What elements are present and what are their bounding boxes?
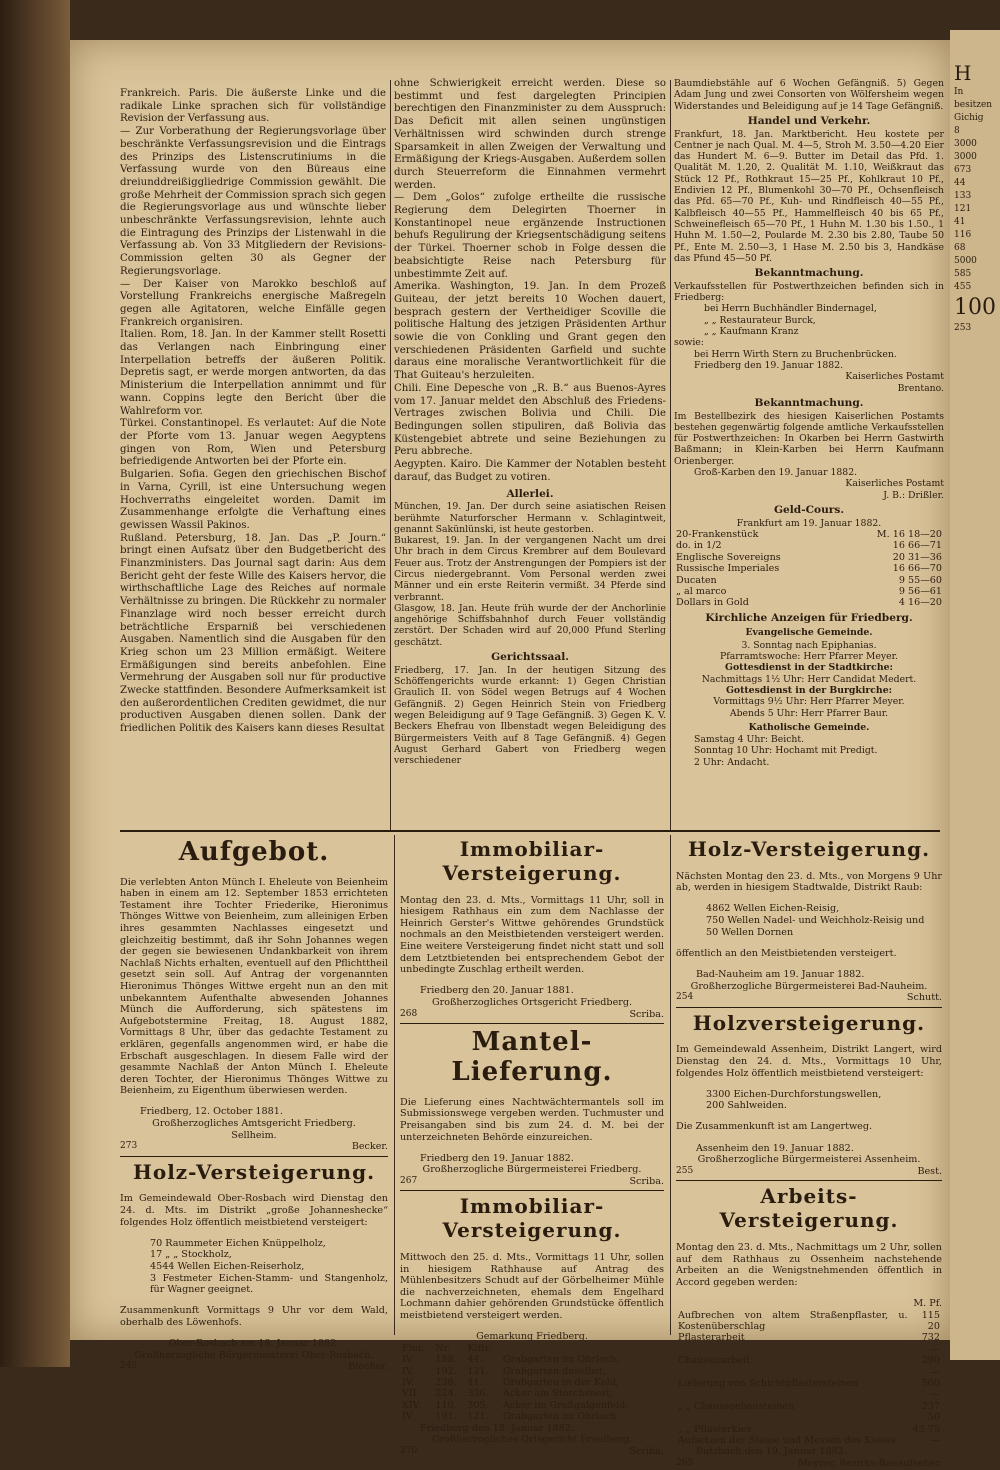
table-row (400, 1354, 664, 1365)
edge-fragment: 41 (954, 217, 966, 227)
ad-title: Arbeits-Versteigerung. (719, 1184, 899, 1233)
ad-text: Die Zusammenkunft ist am Langertweg. (676, 1121, 873, 1133)
ad-signature: Best. (917, 1165, 942, 1177)
notice-2: Im Bestellbezirk des hiesigen Kaiserlichen Postamts bestehen gegenwärtig folgende amtliche Verkaufsstellen für Postwerthzeichen: In Okarben bei Herrn Gastwirth Baßmann; in Klein-Karben bei Herrn Kaufmann Orienberger. (674, 410, 944, 467)
cell: 121. (467, 1365, 489, 1377)
news-item: Bukarest, 19. Jan. In der vergangenen Nacht um drei Uhr brach in dem Circus Krembrer auf dem Boulevard Feuer aus. Trotz der Anstrengungen der Pompiers ist der Circus niedergebrannt. Vom Personal werden zwei Männer und ein erste Reiterin vermißt. 34 Pferde sind verbrannt. (394, 535, 666, 603)
ad-title: Immobiliar-Versteigerung. (442, 1194, 622, 1243)
currency-name: Dollars in Gold (676, 597, 749, 609)
notice-signature: Brentano. (897, 382, 944, 394)
ad-column-2 (400, 837, 664, 1457)
ad-number: 268 (400, 1008, 418, 1019)
cell: Acker im Großgalgenfeld, (502, 1399, 629, 1411)
table-row (674, 552, 944, 563)
ad-signature: Scriba. (629, 1175, 664, 1187)
ad-aufgebot (120, 837, 388, 1373)
cell: „ „ Pflasterkies (678, 1423, 752, 1435)
table-row (674, 575, 944, 586)
ad-name: Sellheim. (231, 1129, 277, 1141)
section-title-gerichtssaal: Gerichtssaal. (491, 651, 569, 664)
news-item: München, 19. Jan. Der durch seine asiatischen Reisen berühmte Naturforscher Hermann v. Schlagintweit, genannt Sakünlünski, ist heute gestorben. (394, 501, 666, 535)
table-row (674, 563, 944, 574)
currency-name: „ al marco (676, 585, 727, 597)
ad-title: Holz-Versteigerung. (132, 1159, 376, 1184)
ad-item: 750 Wellen Nadel- und Weichholz-Reisig und (706, 914, 925, 926)
article-paragraph: — Zur Vorberathung der Regierungsvorlage über beschränkte Verfassungsrevision und die Eintrags des Prinzips des Listenscrutiniums in die Verfassung wurde von den Büreaus eine dreiunddreißiggliedrige Commission gewählt. Die große Mehrheit der Commission sprach sich gegen die Regierungsvorlage aus und wünschte lieber unbeschränkte Verfassungsrevision, lehnte auch die Eintragung des Prinzips der Listenwahl in die Verfassung ab. Von 33 Mitgliedern der Revisions-Commission gelten 30 als Gegner der Regierungsvorlage. (120, 126, 386, 277)
edge-fragment: 44 (954, 178, 966, 188)
ad-text: Mittwoch den 25. d. Mts., Vormittags 11 Uhr, sollen in hiesigem Rathhause auf Antrag des Mühlenbesitzers Schudt auf der Görbelheimer Mühle die nachverzeichneten, ehemals dem Engelhard Lochmann dahier gehörenden Grundstücke öffentlich meistbietend versteigert werden. (400, 1252, 664, 1322)
ad-authority: Großherzogliches Amtsgericht Friedberg. (152, 1118, 356, 1130)
article-paragraph: Türkei. Constantinopel. Es verlautet: Auf die Note der Pforte vom 13. Januar wegen Aegyptens gingen von Rom, Wien und Petersburg befriedigende Antworten bei der Pforte ein. (120, 418, 386, 468)
cell: Aufbrechen von altem Straßenpflaster, u. Kostenüberschlag (678, 1309, 908, 1332)
edge-fragment: Gichig (954, 113, 984, 123)
cell: 732 — (921, 1332, 940, 1355)
table-row (400, 1366, 664, 1377)
cell: 500 — (921, 1378, 940, 1401)
ad-item: 200 Sahlweiden. (706, 1100, 787, 1112)
article-paragraph: — Dem „Golos“ zufolge ertheilte die russische Regierung dem Delegirten Thoerner in Konstantinopel neue ergänzende Instructionen behufs Regulirung der Kriegsentschädigung seitens der Türkei. Thoerner schob in Folge dessen die beabsichtigte Reise nach Petersburg für unbestimmte Zeit auf. (394, 192, 666, 280)
ad-text: Im Gemeindewald Ober-Rosbach wird Dienstag den 24. d. Mts. im Distrikt „große Johanneshecke“ folgendes Holz öffentlich meistbietend versteigert: (120, 1193, 388, 1228)
church-line: Gottesdienst in der Stadtkirche: (725, 662, 893, 674)
currency-name: Ducaten (676, 574, 717, 586)
notice-line: „ „ Kaufmann Kranz (704, 326, 799, 338)
cell: 41. (467, 1377, 483, 1389)
cell: 43 75 (912, 1423, 940, 1435)
cell: Acker am Storchsnest, (502, 1388, 614, 1400)
ad-signature: Scriba. (629, 1445, 664, 1457)
column-divider (390, 80, 391, 830)
ad-column-3 (676, 837, 942, 1470)
notice-line: Verkaufsstellen für Postwerthzeichen befinden sich in Friedberg: (674, 280, 944, 304)
cell: 224. (435, 1388, 457, 1400)
cell: 237 50 (921, 1400, 940, 1424)
notice-1 (674, 281, 944, 394)
edge-fragment: 455 (954, 282, 972, 292)
article-paragraph: Chili. Eine Depesche von „R. B.“ aus Buenos-Ayres vom 17. Januar meldet den Abschluß des Friedens-Vertrages zwischen Bolivia und Chili. Die Bedingungen sollen stipuliren, daß Bolivia das Küstengebiet abtrete und seine Beziehungen zu Peru abbreche. (394, 382, 666, 458)
notice-signature: Kaiserliches Postamt (845, 478, 944, 490)
column-2 (394, 78, 666, 766)
ad-text: Montag den 23. d. Mts., Vormittags 11 Uhr, soll in hiesigem Rathhaus ein zum dem Nachlasse der Heinrich Gerster's Wittwe gehörendes Grundstück nochmals an den Meistbietenden versteigert werden. Eine weitere Versteigerung findet nicht statt und soll dem Letztbietenden bei entsprechendem Gebot der unbedingte Zuschlag ertheilt werden. (400, 894, 664, 976)
edge-fragment: 121 (954, 204, 972, 214)
ad-title: Immobiliar-Versteigerung. (442, 837, 622, 885)
notice-line: „ „ Restaurateur Burck, (704, 314, 816, 326)
edge-fragment: 253 (954, 323, 972, 333)
cell: 192. (435, 1365, 457, 1377)
cell: Aufsetzen der Steine und Messen des Kieses (678, 1435, 896, 1447)
court-report-continued: Baumdiebstähle auf 6 Wochen Gefängniß. 5) Gegen Adam Jung und zwei Consorten von Wölfersheim wegen Widerstandes und Beleidigung auf je 14 Tage Gefängniß. (674, 78, 944, 112)
ad-items (676, 1089, 942, 1112)
ad-unit: M. Pf. (913, 1298, 942, 1309)
ad-date: Assenheim den 19. Januar 1882. (696, 1142, 854, 1154)
cell: Pflasterarbeit (678, 1332, 745, 1344)
cell: 44. (467, 1354, 483, 1366)
ad-date: Bad-Nauheim am 19. Januar 1882. (696, 968, 865, 980)
edge-fragment: besitzen (954, 100, 993, 110)
church-line: Samstag 4 Uhr: Beicht. (694, 734, 805, 746)
ads-separator (120, 830, 940, 832)
ad-date: Butzbach den 19. Januar 1882. (696, 1446, 847, 1458)
notice-line: bei Herrn Wirth Stern zu Bruchenbrücken. (694, 348, 897, 360)
cell: — (930, 1435, 940, 1447)
table-row (400, 1400, 664, 1411)
notice-line: Groß-Karben den 19. Januar 1882. (694, 467, 858, 479)
book-spine (0, 0, 70, 1367)
article-paragraph: — Der Kaiser von Marokko beschloß auf Vorstellung Frankreichs energische Maßregeln gegen alle Agitatoren, welche Einfälle gegen Frankreich organisiren. (120, 278, 386, 328)
table-row (400, 1411, 664, 1422)
cell: Chaussirarbeit (678, 1355, 750, 1367)
cell: VII. (402, 1388, 420, 1400)
ad-date: Ober-Rosbach am 18. Januar 1882. (168, 1338, 340, 1350)
ad-items (676, 903, 942, 938)
column-divider (670, 80, 671, 830)
edge-fragment: 116 (954, 230, 972, 240)
works-table (676, 1310, 942, 1447)
church-line: Gottesdienst in der Burgkirche: (725, 684, 893, 696)
ad-date: Friedberg, 12. October 1881. (140, 1106, 283, 1118)
ad-number: 273 (120, 1141, 138, 1152)
ad-number: 270 (400, 1445, 418, 1456)
market-report: Frankfurt, 18. Jan. Marktbericht. Heu kostete per Centner je nach Qual. M. 4—5, Stroh M. 3.50—4.20 Eier das Hundert M. 6—9. Butter im Detail das Pfd. 1. Qualität M. 1.20, 2. Qualität M. 1.10, Weißkraut das Stück 12 Pf., Rothkraut 15—25 Pf., Kohlkraut 10 Pf., Endivien 12 Pf., Blumenkohl 30—70 Pf., Ochsenfleisch das Pfd. 65—70 Pf., Kuh- und Rindfleisch 40—55 Pf., Kalbfleisch 40—55 Pf., Hammelfleisch 40 bis 65 Pf., Schweinefleisch 65—70 Pf., 1 Huhn M. 1.30 bis 1.50., 1 Huhn M. 1.50—2, Poularde M. 2.30 bis 2.80, Taube 50 Pf., Ente M. 2.50—3, 1 Hase M. 2.50 bis 3, Handkäse das Pfund 45—50 Pf. (674, 128, 944, 264)
notice-2-signature (674, 467, 944, 501)
exchange-table (674, 529, 944, 609)
edge-fragment: 3000 (954, 139, 977, 149)
ad-text: Die Lieferung eines Nachtwächtermantels soll im Submissionswege vergeben werden. Tuchmuster und Preisangaben sind bis zum 24. d. M. bei der unterzeichneten Behörde einzureichen. (400, 1096, 664, 1143)
ad-item: 3 Festmeter Eichen-Stamm- und Stangenholz, für Wagner geeignet. (150, 1272, 388, 1296)
church-line: Sonntag 10 Uhr: Hochamt mit Predigt. (694, 745, 878, 757)
edge-fragment: 68 (954, 243, 966, 253)
notice-line: Friedberg den 19. Januar 1882. (694, 359, 844, 371)
table-row (674, 586, 944, 597)
article-paragraph: Bulgarien. Sofia. Gegen den griechischen Bischof in Varna, Cyrill, ist eine Untersuchung wegen Hochverraths eingeleitet worden. Damit im Zusammenhange erfolgte die Verhaftung eines gewissen Wassil Pakinos. (120, 469, 386, 531)
cell: 336. (467, 1388, 489, 1400)
cell: 110. (435, 1399, 457, 1411)
parcel-table (400, 1343, 664, 1423)
table-row (674, 529, 944, 540)
edge-fragment: 5000 (954, 256, 977, 266)
edge-fragment: 100 (954, 295, 996, 320)
cell: Grabgarten in der Kehl, (502, 1377, 619, 1389)
table-row (676, 1332, 942, 1355)
edge-fragment: 8 (954, 126, 960, 136)
currency-name: do. in 1/2 (676, 540, 722, 552)
table-row (676, 1424, 942, 1435)
currency-rate: 20 31—36 (892, 551, 942, 563)
column-3 (674, 78, 944, 768)
table-row (400, 1377, 664, 1388)
section-title-kirche: Kirchliche Anzeigen für Friedberg. (705, 611, 913, 624)
section-title-bekanntmachung-1: Bekanntmachung. (754, 267, 864, 280)
cell: XIV. (402, 1399, 421, 1411)
table-row (676, 1378, 942, 1401)
table-row (676, 1435, 942, 1446)
cell: 191. (435, 1411, 457, 1423)
ad-number: 255 (676, 1165, 694, 1176)
ad-number: 265 (676, 1458, 694, 1469)
ad-items (120, 1238, 388, 1296)
cell: „ „ Chausseebausteinen (678, 1400, 795, 1412)
ad-item: 50 Wellen Dornen (706, 926, 794, 938)
column-header: Klftr. (467, 1342, 492, 1354)
edge-fragment: 673 (954, 165, 972, 175)
ad-date: Friedberg den 20. Januar 1881. (420, 985, 574, 997)
column-1 (120, 88, 386, 736)
cell: Grabgarten daselbst, (502, 1365, 606, 1377)
church-notices (674, 640, 944, 719)
church-line: 3. Sonntag nach Epiphanias. (741, 639, 877, 651)
article-paragraph: Amerika. Washington, 19. Jan. In dem Prozeß Guiteau, der jetzt bereits 10 Wochen dauert, besprach gestern der Vertheidiger Scoville die politische Haltung des jetzigen Präsidenten Arthur sowie die von Conkling und Grant gegen den verschiedenen Präsidenten Garfield und suchte daraus eine moralische Verantwortlichkeit für die That Guiteau's herzuleiten. (394, 281, 666, 382)
cell: Grabgarten im Ohrloch, (502, 1354, 620, 1366)
ad-authority: Großherzogliche Bürgermeisterei Assenheim. (697, 1154, 921, 1166)
ad-text: öffentlich an den Meistbietenden versteigert. (676, 947, 897, 959)
notice-line: bei Herrn Buchhändler Bindernagel, (704, 303, 877, 315)
edge-fragment: In (954, 87, 964, 97)
ad-authority: Großherzogliche Bürgermeisterei Ober-Rosbach. (134, 1349, 374, 1361)
ad-item: 4544 Wellen Eichen-Reiserholz, (150, 1261, 305, 1272)
currency-rate: 16 66—70 (892, 563, 942, 575)
ad-date: Friedberg den 18. Januar 1882. (420, 1422, 574, 1434)
church-line: Nachmittags 1½ Uhr: Herr Candidat Medert. (701, 673, 917, 685)
cell: 238. (435, 1377, 457, 1389)
ad-item: 70 Raummeter Eichen Knüppelholz, (150, 1237, 326, 1249)
news-item: Glasgow, 18. Jan. Heute früh wurde der der Anchorlinie angehörige Schiffsbahnhof durch Feuer vollständig zerstört. Der Schaden wird auf 20,000 Pfund Sterling geschätzt. (394, 602, 666, 648)
edge-fragment: 585 (954, 269, 972, 279)
ad-number: 267 (400, 1175, 418, 1186)
ad-number: 254 (676, 992, 694, 1003)
cell: 115 20 (921, 1309, 940, 1332)
table-row (674, 597, 944, 608)
ad-authority: Großherzogliches Ortsgericht Friedberg. (431, 1434, 633, 1446)
column-divider (394, 835, 395, 1335)
currency-name: 20-Frankenstück (676, 528, 759, 540)
currency-rate: 16 66—71 (892, 540, 942, 552)
ad-title: Holz-Versteigerung. (687, 837, 931, 861)
notice-signature: Kaiserliches Postamt (845, 371, 944, 383)
table-header (400, 1343, 664, 1354)
ad-number: 245 (120, 1361, 138, 1372)
section-title-handel: Handel und Verkehr. (747, 114, 871, 127)
cell: Lieferung von Schichtpflastersteinen (678, 1378, 859, 1390)
subsection-katholisch: Katholische Gemeinde. (748, 721, 870, 733)
ad-title: Holzversteigerung. (692, 1010, 926, 1035)
edge-fragment: 3000 (954, 152, 977, 162)
ad-authority: Bezirks-Bauaufseher. (839, 1458, 942, 1470)
currency-rate: 9 55—60 (898, 574, 942, 586)
ad-authority: Großherzogliche Bürgermeisterei Bad-Nauheim. (690, 980, 928, 992)
currency-rate: 4 16—20 (898, 597, 942, 609)
edge-fragment: H (954, 61, 972, 85)
ad-item: 3300 Eichen-Durchforstungswellen, (706, 1088, 882, 1100)
newspaper-page (70, 40, 950, 1470)
table-row (676, 1310, 942, 1333)
ad-text: Die verlebten Anton Münch I. Eheleute von Beienheim haben in einem am 12. September 1853 errichteten Testament ihre Tochter Friederike, Hieronimus Thönges Wittwe von Beienheim, zum alleinigen Erben ihres gesammten Nachlasses eingesetzt und gleichzeitig bestimmt, daß ihr Sohn Johannes wegen der gegen sie bewiesenen Undankbarkeit von ihrem Nachlaß Nichts erhalten, eventuell auf den Pflichttheil gesetzt sein soll. Auf Antrag der vorgenannten Hieronimus Thönges Wittwe ergeht nun an den mit unbekanntem Aufenthalte abwesenden Johannes Münch die Aufforderung, sich spätestens im Aufgebotstermine Freitag, 18. August 1882, Vormittags 8 Uhr, über das gedachte Testament zu erklären, gegenfalls angenommen wird, er habe die Erbschaft ausgeschlagen. In diesem Falle wird der gesammte Nachlaß der Anton Münch I. Eheleute deren Tochter, der Hieronimus Thönges Wittwe zu Beienheim, zu Eigenthum überwiesen werden. (120, 876, 388, 1097)
ad-text: Montag den 23. d. Mts., Nachmittags um 2 Uhr, sollen auf dem Rathhaus zu Ossenheim nachstehende Arbeiten an die Wenigstnehmenden öffentlich in Accord gegeben werden: (676, 1242, 942, 1288)
church-line: Vormittags 9½ Uhr: Herr Pfarrer Meyer. (713, 696, 905, 708)
edge-fragment: 133 (954, 191, 972, 201)
ad-item: 17 „ „ Stockholz, (150, 1249, 232, 1261)
ad-title: Aufgebot. (178, 837, 330, 867)
cell: 290 — (921, 1355, 940, 1378)
section-title-bekanntmachung-2: Bekanntmachung. (754, 396, 864, 409)
ad-text: Zusammenkunft Vormittags 9 Uhr vor dem Wald, oberhalb des Löwenhofs. (120, 1305, 388, 1328)
cell: IV. (402, 1365, 415, 1377)
ad-signature: Blecher. (348, 1361, 388, 1373)
currency-name: Russische Imperiales (676, 563, 780, 575)
ad-subtitle: Gemarkung Friedberg. (476, 1331, 588, 1343)
section-title-geld-cours: Geld-Cours. (773, 503, 845, 516)
article-paragraph: Italien. Rom, 18. Jan. In der Kammer stellt Rosetti das Verlangen nach Einbringung einer Interpellation betreffs der äußeren Politik. Depretis sagt, er werde morgen antworten, da das Ministerium die Interpellation annimmt und für wann. Coppins legte den Bericht über die Wahlreform vor. (120, 329, 386, 417)
exchange-date: Frankfurt am 19. Januar 1882. (736, 517, 882, 529)
ad-signature: Scriba. (629, 1008, 664, 1020)
church-line: Abends 5 Uhr: Herr Pfarrer Baur. (729, 707, 889, 719)
ad-authority: Großherzogliches Ortsgericht Friedberg. (431, 996, 633, 1008)
cell: IV. (402, 1377, 415, 1389)
catholic-notices (674, 734, 944, 768)
table-row (676, 1401, 942, 1424)
column-header: Nr. (435, 1342, 451, 1354)
cell: 188. (435, 1354, 457, 1366)
cell: 121. (467, 1411, 489, 1423)
ad-text: Nächsten Montag den 23. d. Mts., von Morgens 9 Uhr ab, werden in hiesigem Stadtwalde, Distrikt Raub: (676, 870, 942, 894)
notice-signature: J. B.: Drißler. (883, 489, 944, 501)
article-paragraph: Frankreich. Paris. Die äußerste Linke und die radikale Linke sprachen sich für vollständige Revision der Verfassung aus. (120, 88, 386, 125)
ad-authority: Großherzogliche Bürgermeisterei Friedberg. (422, 1164, 642, 1176)
cell: 305. (467, 1399, 489, 1411)
church-line: Pfarramtswoche: Herr Pfarrer Meyer. (720, 651, 898, 663)
cell: Grabgarten im Ohrloch. (502, 1411, 620, 1423)
article-paragraph: ohne Schwierigkeit erreicht werden. Diese so bestimmt und fest dargelegten Principien berechtigen den Finanzminister zu dem Ausspruch: Das Deficit mit allen seinen ungünstigen Verhältnissen wird schwinden durch strenge Sparsamkeit in allen Zweigen der Verwaltung und Ermäßigung der Kriegs-Ausgaben. Außerdem sollen durch Steuerreform die Einnahmen vermehrt werden. (394, 78, 666, 191)
ad-text: Im Gemeindewald Assenheim, Distrikt Langert, wird Dienstag den 24. d. Mts., Vormittags 10 Uhr, folgendes Holz öffentlich meistbietend versteigert: (676, 1044, 942, 1079)
cell: IV. (402, 1354, 415, 1366)
ad-date: Friedberg den 19. Januar 1882. (420, 1152, 574, 1164)
court-report: Friedberg, 17. Jan. In der heutigen Sitzung des Schöffengerichts wurde erkannt: 1) Gegen Christian Graulich II. von Södel wegen Betrugs auf 4 Wochen Gefängniß. 2) Gegen Heinrich Stein von Friedberg wegen Beleidigung auf 9 Tage Gefängniß. 3) Gegen K. V. Beckers Ehefrau von Ilbenstadt wegen Beleidigung des Bürgermeisters Veith auf 8 Tage Gefängniß. 4) Gegen August Gerhard Gabert von Friedberg wegen verschiedener (394, 664, 666, 767)
ad-item: 4862 Wellen Eichen-Reisig, (706, 903, 840, 915)
ad-signature: Becker. (351, 1141, 388, 1153)
section-title-allerlei: Allerlei. (506, 487, 554, 500)
column-divider (670, 835, 671, 1335)
next-page-edge (950, 30, 1000, 1360)
currency-rate: M. 16 18—20 (876, 528, 942, 540)
currency-name: Englische Sovereigns (676, 551, 781, 563)
table-row (674, 540, 944, 551)
ad-signature: Schutt. (906, 992, 942, 1004)
article-paragraph: Aegypten. Kairo. Die Kammer der Notablen besteht darauf, das Budget zu votiren. (394, 459, 666, 483)
subsection-evangelisch: Evangelische Gemeinde. (745, 627, 873, 639)
currency-rate: 9 56—61 (898, 585, 942, 597)
table-row (400, 1388, 664, 1399)
notice-line: sowie: (674, 337, 704, 349)
ad-title: Mantel-Lieferung. (451, 1027, 613, 1088)
column-header: Flur. (402, 1342, 425, 1354)
church-line: 2 Uhr: Andacht. (694, 756, 770, 768)
ad-signature: Meyzer, (797, 1458, 837, 1470)
cell: IV. (402, 1411, 415, 1423)
article-paragraph: Rußland. Petersburg, 18. Jan. Das „P. Journ.“ bringt einen Aufsatz über den Budgetbericht des Finanzministers. Das Journal sagt darin: Aus dem Bericht geht der feste Wille des Kaisers hervor, die wirthschaftliche Lage des Reiches auf normale Verhältnisse zu bringen. Die Rückkehr zu normaler Finanzlage wird noch besser erreicht durch beträchtliche Ersparniß bei verschiedenen Ausgaben. Namentlich sind die Ausgaben für den Krieg schon um 23 Million ermäßigt. Weitere Ermäßigungen sind bereits anbefohlen. Eine Vermehrung der Ausgaben soll nur für productive Zwecke stattfinden. Besondere Aufmerksamkeit ist den außerordentlichen Crediten gewidmet, die nur productiven Ausgaben dienen sollen. Dank der friedlichen Politik des Kaisers kann dieses Resultat (120, 532, 386, 735)
